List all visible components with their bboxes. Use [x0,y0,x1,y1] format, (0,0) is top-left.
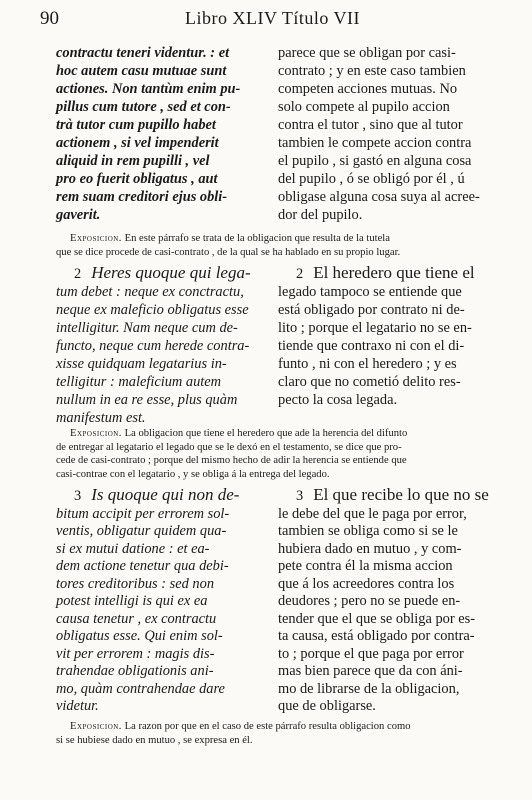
spanish-line: El que recibe lo que no se [313,485,489,504]
exposition-line: que se dice procede de casi-contrato , de la qual se ha hablado en su propio lugar. [56,246,401,258]
spanish-column [278,44,492,224]
spanish-line: pete contra él la misma accion [278,558,453,574]
latin-line: trà tutor cum pupillo habet [56,117,216,133]
exposition-line: En este párrafo se trata de la obligacion que resulta de la tutela [124,233,390,244]
exposition-line: casi-contrae con el legatario , y se obliga á la entrega del legado. [56,468,330,480]
exposition-3 [56,720,492,747]
latin-line: contractu teneri videntur. : et [56,45,230,61]
latin-line: pro eo fuerit obligatus , aut [56,171,218,187]
exposition-line: si se hubiese dado en mutuo , se expresa en él. [56,734,253,746]
latin-line: neque ex maleficio obligatus esse [56,302,249,318]
spanish-line: tambien se obliga como si se le [278,523,458,539]
exposition-1 [56,232,492,259]
spanish-line: el pupilo , si gastó en alguna cosa [278,153,472,169]
page-header [40,8,492,32]
latin-line: functo, neque cum herede contra- [56,338,250,354]
spanish-line: El heredero que tiene el [313,263,475,282]
latin-line: actiones. Non tantùm enim pu- [56,81,241,97]
latin-line: vit per errorem : magis dis- [56,645,215,662]
spanish-line: deudores ; pero no se puede en- [278,593,461,609]
spanish-line: le debe del que le paga por error, [278,505,467,522]
latin-column [56,486,266,716]
latin-line: pillus cum tutore , sed et con- [56,99,231,115]
latin-column [56,44,266,224]
latin-line: tum debet : neque ex conctractu, [56,284,244,300]
exposition-label: Exposicion. [70,721,122,732]
latin-line: si ex mutui datione : et ea- [56,540,210,557]
spanish-column [278,264,492,409]
spanish-line: mas bien parece que da con áni- [278,663,463,679]
running-head: Libro XLIV Título VII [185,8,360,28]
paragraph-number: 2 [74,266,82,282]
latin-line: obligatus esse. Qui enim sol- [56,628,223,644]
paragraph-number: 2 [296,266,304,282]
latin-line: causa tenetur , ex contractu [56,610,217,627]
exposition-line: La obligacion que tiene el heredero que ade la herencia del difunto [124,428,408,439]
spanish-line: dor del pupilo. [278,207,363,223]
section-3 [56,486,492,716]
page-number: 90 [40,8,59,29]
exposition-line: cede de casi-contrato ; porque del mismo hecho de adir la herencia se entiende que [56,455,407,466]
spanish-line: que á los acreedores contra los [278,575,455,592]
latin-line: mo, quàm contrahendae dare [56,680,225,697]
exposition-label: Exposicion. [70,428,122,439]
latin-line: bitum accipit per errorem sol- [56,505,230,522]
section-1 [56,44,492,228]
spanish-line: obligase alguna cosa suya al acree- [278,189,480,205]
spanish-line: tender que el que se obliga por es- [278,610,475,627]
paragraph-number: 3 [74,488,82,504]
exposition-line: La razon por que en el caso de este párrafo resulta obligacion como [124,721,411,732]
latin-line: actionem , si vel impenderit [56,135,219,151]
latin-line: manifestum est. [56,410,146,426]
spanish-line: pecto la cosa legada. [278,392,398,408]
exposition-2 [56,427,492,481]
spanish-line: tambien le compete accion contra [278,135,472,151]
latin-line: xisse quidquam legatarius in- [56,356,227,372]
spanish-line: lito ; porque el legatario no se en- [278,320,472,336]
latin-line: Heres quoque qui lega- [91,263,251,282]
latin-line: nullum in ea re esse, plus quàm [56,392,238,408]
latin-line: rem suam creditori ejus obli- [56,189,228,205]
spanish-line: mo de librarse de la obligacion, [278,680,460,697]
latin-line: dem actione tenetur qua debi- [56,558,229,574]
latin-line: gaverit. [56,207,101,223]
spanish-line: contra el tutor , sino que al tutor [278,117,463,133]
spanish-line: legado tampoco se entiende que [278,284,462,300]
latin-line: videtur. [56,698,99,714]
spanish-line: que de obligarse. [278,698,376,714]
spanish-line: funto , ni con el heredero ; y es [278,356,457,372]
spanish-line: parece que se obligan por casi- [278,45,456,61]
latin-line: intelligitur. Nam neque cum de- [56,320,238,336]
spanish-line: competen acciones mutuas. No [278,81,458,97]
spanish-line: ta causa, está obligado por contra- [278,628,475,644]
section-2 [56,264,492,434]
spanish-line: hubiera dado en mutuo , y com- [278,540,462,557]
latin-line: ventis, obligatur quidem qua- [56,523,227,539]
latin-line: aliquid in rem pupilli , vel [56,153,210,169]
exposition-label: Exposicion. [70,233,122,244]
latin-line: hoc autem casu mutuae sunt [56,63,227,79]
spanish-column [278,486,492,716]
spanish-line: está obligado por contrato ni de- [278,302,465,318]
latin-column [56,264,266,427]
spanish-line: to ; porque el que paga por error [278,645,464,662]
latin-line: telligitur : maleficium autem [56,374,222,390]
paragraph-number: 3 [296,488,304,504]
spanish-line: claro que no cometió delito res- [278,374,461,390]
spanish-line: contrato ; y en este caso tambien [278,63,466,79]
spanish-line: solo compete al pupilo accion [278,99,450,115]
latin-line: trahendae obligationis ani- [56,663,214,679]
latin-line: Is quoque qui non de- [91,485,240,504]
spanish-line: tiende que contraxo ni con el di- [278,338,465,354]
exposition-line: de entregar al legatario el legado que se le dexó en el testamento, se dice que pro- [56,441,402,453]
latin-line: potest intelligi is qui ex ea [56,593,208,609]
latin-line: tores creditoribus : sed non [56,575,215,592]
spanish-line: del pupilo , ó se obligó por él , ú [278,171,465,187]
